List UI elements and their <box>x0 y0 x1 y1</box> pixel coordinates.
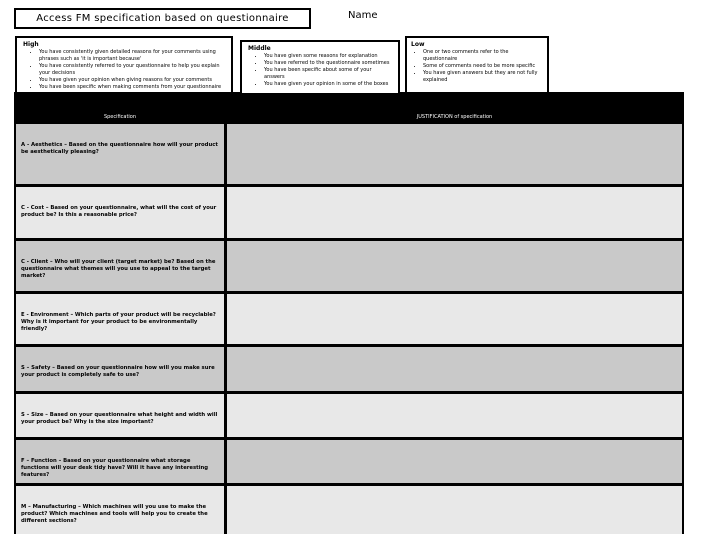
justification-cell[interactable] <box>227 486 682 534</box>
level-high-label: High <box>23 41 39 48</box>
level-item: • You have consistently given detailed reasons for your comments using phrases such as 'it is important because' <box>39 49 225 63</box>
justification-cell[interactable] <box>227 394 682 437</box>
level-low-label: Low <box>411 41 425 48</box>
table-row <box>16 391 682 437</box>
specification-question: C - Cost – Based on your questionnaire, what will the cost of your product be? Is this a reasonable price? <box>16 187 224 238</box>
table-row <box>16 238 682 291</box>
table-row <box>16 483 682 534</box>
specification-question: C - Client – Who will your client (target market) be? Based on the questionnaire what themes will you use to appeal to the target market? <box>16 241 224 291</box>
level-item: • You have referred to the questionnaire sometimes <box>264 60 392 67</box>
level-item: • You have been specific about some of your answers <box>264 67 392 81</box>
level-item: • Some of comments need to be more specific <box>423 63 543 70</box>
level-high-box <box>15 36 233 94</box>
level-middle-box <box>240 40 400 95</box>
table-row <box>16 437 682 483</box>
justification-cell[interactable] <box>227 347 682 391</box>
name-label: Name <box>348 10 378 21</box>
column-header-specification: Specification <box>103 113 137 120</box>
level-item: • You have been specific when making comments from your questionnaire <box>39 84 225 91</box>
specification-table <box>14 92 684 534</box>
table-row <box>16 291 682 344</box>
justification-cell[interactable] <box>227 294 682 344</box>
column-header-justification: JUSTIFICATION of specification <box>416 113 493 120</box>
table-row <box>16 121 682 184</box>
table-row <box>16 184 682 238</box>
level-item: • You have given answers but they are not fully explained <box>423 70 543 84</box>
specification-question: S – Size – Based on your questionnaire what height and width will your product be? Why is the size important? <box>16 394 224 437</box>
specification-question: A - Aesthetics – Based on the questionnaire how will your product be aesthetically pleasing? <box>16 124 224 184</box>
level-item: • You have given your opinion when giving reasons for your comments <box>39 77 225 84</box>
justification-cell[interactable] <box>227 440 682 483</box>
specification-question: F – Function – Based on your questionnaire what storage functions will your desk tidy have? Will it have any interesting features? <box>16 440 224 483</box>
table-row <box>16 344 682 391</box>
level-item: • You have given some reasons for explanation <box>264 53 392 60</box>
level-item: • You have consistently referred to your questionnaire to help you explain your decisions <box>39 63 225 77</box>
justification-cell[interactable] <box>227 187 682 238</box>
specification-question: E - Environment – Which parts of your product will be recyclable? Why is it important for your product to be environmentally friendly? <box>16 294 224 344</box>
level-item: • One or two comments refer to the questionnaire <box>423 49 543 63</box>
level-low-box <box>405 36 549 94</box>
level-middle-label: Middle <box>248 45 271 52</box>
justification-cell[interactable] <box>227 124 682 184</box>
level-item: • You have given your opinion in some of the boxes <box>264 81 392 88</box>
specification-question: M – Manufacturing – Which machines will you use to make the product? Which machines and tools will help you to create the different sections? <box>16 486 224 534</box>
page-title: Access FM specification based on questionnaire <box>14 8 311 29</box>
specification-question: S – Safety – Based on your questionnaire how will you make sure your product is completely safe to use? <box>16 347 224 391</box>
justification-cell[interactable] <box>227 241 682 291</box>
